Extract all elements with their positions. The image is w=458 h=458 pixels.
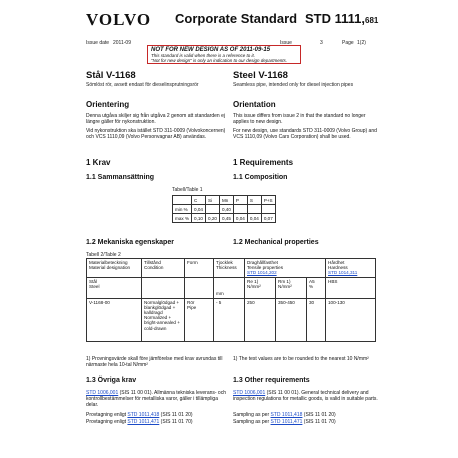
volvo-logo: VOLVO xyxy=(86,10,152,29)
issue-label: Issue xyxy=(280,40,292,46)
sv-orientation-p1: Denna utgåva skiljer sig från utgåva 2 genom att standarden ej längre gäller för nykonstruktion. xyxy=(86,113,225,126)
table-cell: 350-450 xyxy=(276,298,307,341)
en-other-req-1-text: (SIS 11 00 01). General technical delivery and inspection regulations for metallic goods, is valid in suitable parts. xyxy=(233,390,378,403)
table-cell: 0,45 xyxy=(219,214,233,223)
table-cell: mm xyxy=(214,277,245,298)
table-cell: 0,04 xyxy=(192,205,206,214)
table-cell: Rör Pipe xyxy=(185,298,214,341)
en-title: Steel V-1168 xyxy=(233,70,288,81)
sv-section-1-1: 1.1 Sammansättning xyxy=(86,174,155,181)
hardness-std-link[interactable]: STD 1014,311 xyxy=(328,270,358,276)
sv-other-req-1 xyxy=(86,390,226,409)
table-cell: 0,04 xyxy=(233,214,247,223)
table-header-tensile xyxy=(245,259,326,278)
table-cell: - 5 xyxy=(214,298,245,341)
table-cell: V-1168-00 xyxy=(87,298,142,341)
table-cell: Si xyxy=(206,196,220,205)
hardness-header-text: Hårdhet Hardness xyxy=(328,260,348,271)
en-std-1011-471-link[interactable]: STD 1011,471 xyxy=(270,419,303,425)
en-other-req-1 xyxy=(233,390,378,402)
en-other-req-2-suffix: (SIS 11 01 20) xyxy=(302,412,336,418)
table-cell: P+S xyxy=(261,196,275,205)
issue-number: 3 xyxy=(320,40,323,46)
sv-title: Stål V-1168 xyxy=(86,70,136,81)
table-cell: 0,40 xyxy=(219,205,233,214)
sv-other-req-2-prefix: Provtagning enligt xyxy=(86,412,128,418)
sv-orientation-p2: Vid nykonstruktion ska istället STD 311-0009 (Volvokoncernen) och VCS 1110,09 (Volvo Personvagnar AB) användas. xyxy=(86,128,226,141)
en-other-req-2 xyxy=(233,412,336,418)
en-subtitle: Seamless pipe, intended only for diesel injection pipes xyxy=(233,82,354,88)
sv-other-req-3 xyxy=(86,419,193,425)
table-cell: 0,04 xyxy=(247,214,261,223)
table-row xyxy=(87,259,376,278)
sv-std-1011-471-link[interactable]: STD 1011,471 xyxy=(127,419,160,425)
sv-other-req-3-prefix: Provtagning enligt xyxy=(86,419,128,425)
table-cell: P xyxy=(233,196,247,205)
composition-table xyxy=(172,195,276,223)
issue-date: 2011-09 xyxy=(113,40,131,46)
table-cell: Rm 1) N/mm² xyxy=(276,277,307,298)
table-cell xyxy=(233,205,247,214)
table-cell: 0,20 xyxy=(206,214,220,223)
en-section-1: 1 Requirements xyxy=(233,158,294,167)
table-cell: min % xyxy=(173,205,192,214)
notice-title: NOT FOR NEW DESIGN AS OF 2011-09-15 xyxy=(151,47,271,53)
en-other-req-3-prefix: Sampling as per xyxy=(233,419,271,425)
en-other-req-2-prefix: Sampling as per xyxy=(233,412,271,418)
table-cell: HBS xyxy=(326,277,376,298)
table-cell: 0,07 xyxy=(261,214,275,223)
table-cell: Stål Steel xyxy=(87,277,142,298)
sv-std-1011-418-link[interactable]: STD 1011,418 xyxy=(127,412,160,418)
table-row xyxy=(87,277,376,298)
table-cell: 250 xyxy=(245,298,276,341)
page-number: 1(2) xyxy=(357,40,366,46)
en-std-1011-418-link[interactable]: STD 1011,418 xyxy=(270,412,303,418)
sv-section-1-3: 1.3 Övriga krav xyxy=(86,377,137,384)
notice-line-1: This standard is valid when there is a reference to it. xyxy=(151,53,256,58)
issue-date-label: Issue date xyxy=(86,40,110,46)
table-header-form: Form xyxy=(185,259,214,278)
mechanical-properties-table xyxy=(86,258,376,342)
table2-caption: Tabell 2/Table 2 xyxy=(86,252,121,258)
table-cell: S xyxy=(247,196,261,205)
table-cell xyxy=(247,205,261,214)
sv-std-1006-link[interactable]: STD 1006,001 xyxy=(86,390,119,396)
table-row xyxy=(173,214,276,223)
en-section-1-1: 1.1 Composition xyxy=(233,174,288,181)
en-other-req-3-suffix: (SIS 11 01 70) xyxy=(302,419,336,425)
table-cell xyxy=(206,205,220,214)
sv-other-req-2 xyxy=(86,412,193,418)
table-header-condition: Tillstånd Condition xyxy=(142,259,185,278)
sv-other-req-3-suffix: (SIS 11 01 70) xyxy=(159,419,193,425)
table-cell: 30 xyxy=(307,298,326,341)
table-row xyxy=(173,196,276,205)
table-cell: max % xyxy=(173,214,192,223)
sv-footnote: 1) Provningsvärde skall före jämförelse med krav avrundas till närmaste hela 10-tal N/mm² xyxy=(86,356,223,369)
table-cell xyxy=(142,277,185,298)
sv-section-1: 1 Krav xyxy=(86,158,111,167)
table-cell: Re 1) N/mm² xyxy=(245,277,276,298)
document-type-title: Corporate Standard xyxy=(175,11,298,26)
table-cell: Normalglödgad + blankglödgad + kalldragd Normalized + bright-annealed + cold-drawn xyxy=(142,298,185,341)
notice-line-2: "Not for new design" is only an indication to our design departments. xyxy=(151,58,288,63)
en-orientation-p1: This issue differs from issue 2 in that the standard no longer applies to new design. xyxy=(233,113,366,126)
table-header-material: Materialbeteckning Material designation xyxy=(87,259,142,278)
table-cell: 0,10 xyxy=(192,214,206,223)
table-cell: A5 % xyxy=(307,277,326,298)
sv-subtitle: Sömlöst rör, avsett endast för dieselinsprutningsrör xyxy=(86,82,199,88)
table-cell xyxy=(185,277,214,298)
table-cell xyxy=(261,205,275,214)
standard-number: STD 1111,681 xyxy=(305,11,379,26)
en-section-1-3: 1.3 Other requirements xyxy=(233,377,310,384)
table-cell: 100-130 xyxy=(326,298,376,341)
not-for-new-design-notice xyxy=(147,45,301,64)
table-header-hardness xyxy=(326,259,376,278)
table1-caption: Tabell/Table 1 xyxy=(172,187,203,193)
sv-other-req-1-text: (SIS 11 00 01). Allmänna tekniska leverans- och kontrollbestämmelser för metalliska varor, gäller i tillämpliga delar. xyxy=(86,390,226,409)
table-header-thickness: Tjocklek Thickness xyxy=(214,259,245,278)
en-orientation-p2: For new design, use standards STD 311-0009 (Volvo Group) and VCS 1110,09 (Volvo Cars Corporation) shall be used. xyxy=(233,128,377,141)
table-row xyxy=(173,205,276,214)
sv-orientation-heading: Orientering xyxy=(86,100,130,109)
table-cell: Mn xyxy=(219,196,233,205)
en-footnote: 1) The test values are to be rounded to the nearest 10 N/mm² xyxy=(233,356,369,362)
sv-other-req-2-suffix: (SIS 11 01 20) xyxy=(159,412,193,418)
en-orientation-heading: Orientation xyxy=(233,100,276,109)
sv-section-1-2: 1.2 Mekaniska egenskaper xyxy=(86,239,174,246)
en-other-req-3 xyxy=(233,419,336,425)
table-cell xyxy=(173,196,192,205)
tensile-header-text: Draghållfasthet Tensile properties xyxy=(247,260,284,271)
en-section-1-2: 1.2 Mechanical properties xyxy=(233,239,319,246)
table-row xyxy=(87,298,376,341)
table-cell: C xyxy=(192,196,206,205)
tensile-std-link[interactable]: STD 1014,202 xyxy=(247,270,277,276)
en-std-1006-link[interactable]: STD 1006,001 xyxy=(233,390,266,396)
page-label: Page xyxy=(342,40,354,46)
